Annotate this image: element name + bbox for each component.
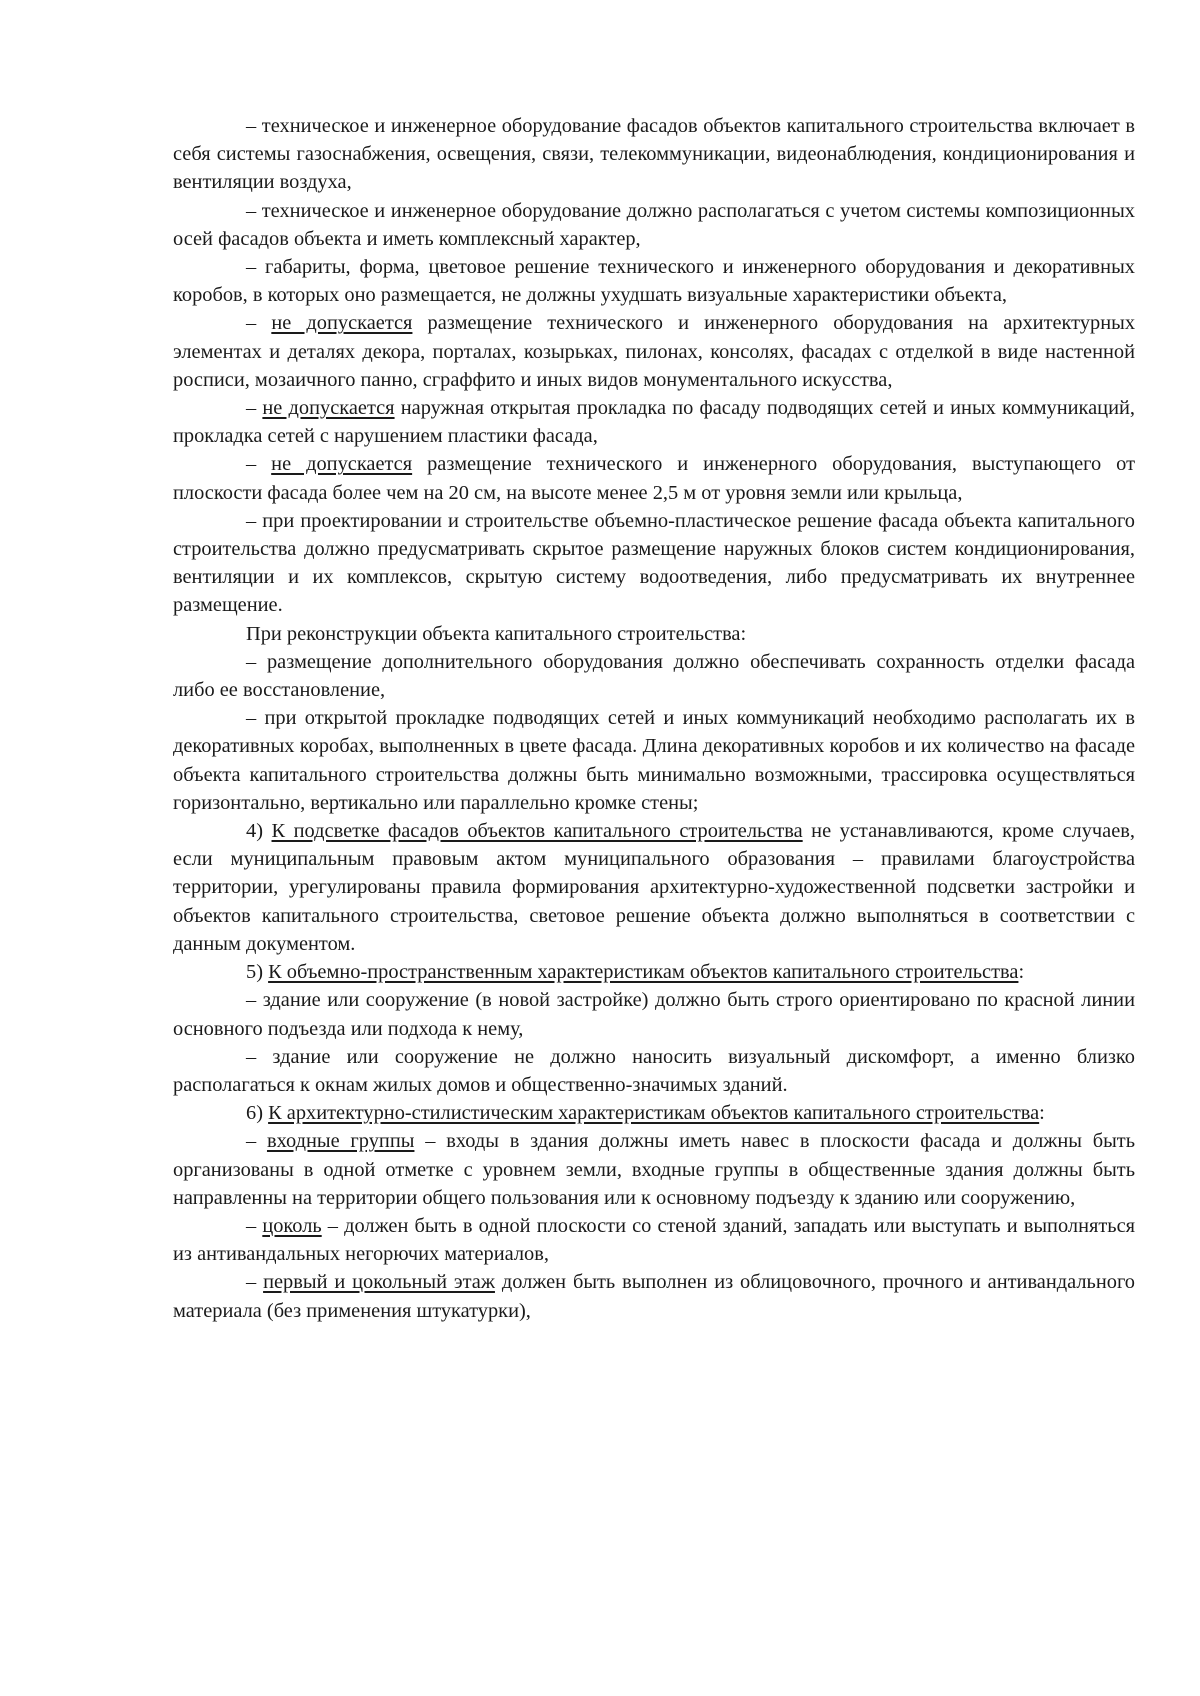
paragraph-prefix: – (246, 1214, 263, 1237)
paragraph-text: должен быть выполнен из облицовочного, прочного и антивандального материала (без применения штукатурки), (173, 1271, 1136, 1322)
document-page (173, 112, 1135, 1325)
paragraph: – здание или сооружение не должно наносить визуальный дискомфорт, а именно близко располагаться к окнам жилых домов и общественно-значимых зданий. (173, 1045, 1135, 1096)
paragraph-text: : (1018, 961, 1025, 984)
paragraph: При реконструкции объекта капитального строительства: (246, 622, 747, 645)
underlined-term: входные группы (266, 1130, 415, 1153)
paragraph-text: – входы в здания должны иметь навес в плоскости фасада и должны быть организованы в одной отметке с уровнем земли, входные группы в общественные здания должны быть направленны на территории общего пользования или к основному подъезду к зданию или сооружению, (173, 1130, 1135, 1209)
underlined-term: первый и цокольный этаж (263, 1271, 495, 1294)
paragraph: – здание или сооружение (в новой застройке) должно быть строго ориентировано по красной линии основного подъезда или подхода к нему, (173, 989, 1135, 1040)
paragraph-prefix: – (246, 453, 272, 476)
paragraph-text: наружная открытая прокладка по фасаду подводящих сетей и иных коммуникаций, прокладка сетей с нарушением пластики фасада, (173, 397, 1136, 448)
paragraph-text: не устанавливаются, кроме случаев, если муниципальным правовым актом муниципального образования – правилами благоустройства территории, урегулированы правила формирования архитектурно-художественной подсветки застройки и объектов капитального строительства, световое решение объекта должно выполняться в соответствии с данным документом. (173, 820, 1135, 955)
paragraph-text: размещение технического и инженерного оборудования на архитектурных элементах и деталях декора, порталах, козырьках, пилонах, консолях, фасадах с отделкой в виде настенной росписи, мозаичного панно, сграффито и иных видов монументального искусства, (173, 312, 1136, 391)
paragraph-text: : (1039, 1102, 1045, 1125)
paragraph-prefix: – (246, 1130, 267, 1153)
underlined-term: не допускается (271, 312, 413, 335)
item-number: 6) (246, 1102, 269, 1125)
paragraph: – размещение дополнительного оборудования должно обеспечивать сохранность отделки фасада либо ее восстановление, (173, 650, 1135, 702)
paragraph: – габариты, форма, цветовое решение технического и инженерного оборудования и декоративных коробов, в которых оно размещается, не должны ухудшать визуальные характеристики объекта, (173, 256, 1135, 307)
paragraph-prefix: – (246, 397, 263, 420)
paragraph: – при открытой прокладке подводящих сетей и иных коммуникаций необходимо располагать их в декоративных коробах, выполненных в цвете фасада. Длина декоративных коробов и их количество на фасаде объекта капитального строительства должны быть минимально возможными, трассировка осуществляться горизонтально, вертикально или параллельно кромке стены; (173, 707, 1135, 814)
underlined-term: не допускается (271, 453, 413, 476)
paragraph (173, 1099, 1135, 1127)
paragraph (173, 1127, 1135, 1212)
paragraph (173, 394, 1135, 450)
underlined-term: цоколь (262, 1214, 322, 1237)
paragraph-prefix: – (246, 1271, 264, 1294)
paragraph-text: размещение технического и инженерного оборудования, выступающего от плоскости фасада более чем на 20 см, на высоте менее 2,5 м от уровня земли или крыльца, (173, 453, 1136, 504)
paragraph: – техническое и инженерное оборудование должно располагаться с учетом системы композиционных осей фасадов объекта и иметь комплексный характер, (173, 199, 1135, 250)
paragraph (173, 450, 1135, 506)
paragraph (173, 1268, 1135, 1324)
paragraph-text: – должен быть в одной плоскости со стеной зданий, западать или выступать и выполняться из антивандальных негорючих материалов, (173, 1214, 1136, 1266)
paragraph (173, 1212, 1135, 1268)
section-heading: К объемно-пространственным характеристикам объектов капитального строительства (268, 961, 1019, 984)
item-number: 5) (246, 961, 269, 984)
underlined-term: не допускается (262, 397, 395, 420)
paragraph (173, 309, 1135, 394)
paragraph: – при проектировании и строительстве объемно-пластическое решение фасада объекта капитального строительства должно предусматривать скрытое размещение наружных блоков систем кондиционирования, вентиляции и их комплексов, скрытую систему водоотведения, либо предусматривать их внутреннее размещение. (173, 509, 1135, 617)
section-heading: К архитектурно-стилистическим характеристикам объектов капитального строительства (268, 1102, 1040, 1125)
paragraph (173, 817, 1135, 958)
paragraph (173, 958, 1135, 986)
section-heading: К подсветке фасадов объектов капитального строительства (271, 820, 803, 843)
paragraph: – техническое и инженерное оборудование фасадов объектов капитального строительства включает в себя системы газоснабжения, освещения, связи, телекоммуникации, видеонаблюдения, кондиционирования и вентиляции воздуха, (173, 115, 1135, 194)
item-number: 4) (246, 820, 272, 843)
paragraph-prefix: – (246, 312, 272, 335)
